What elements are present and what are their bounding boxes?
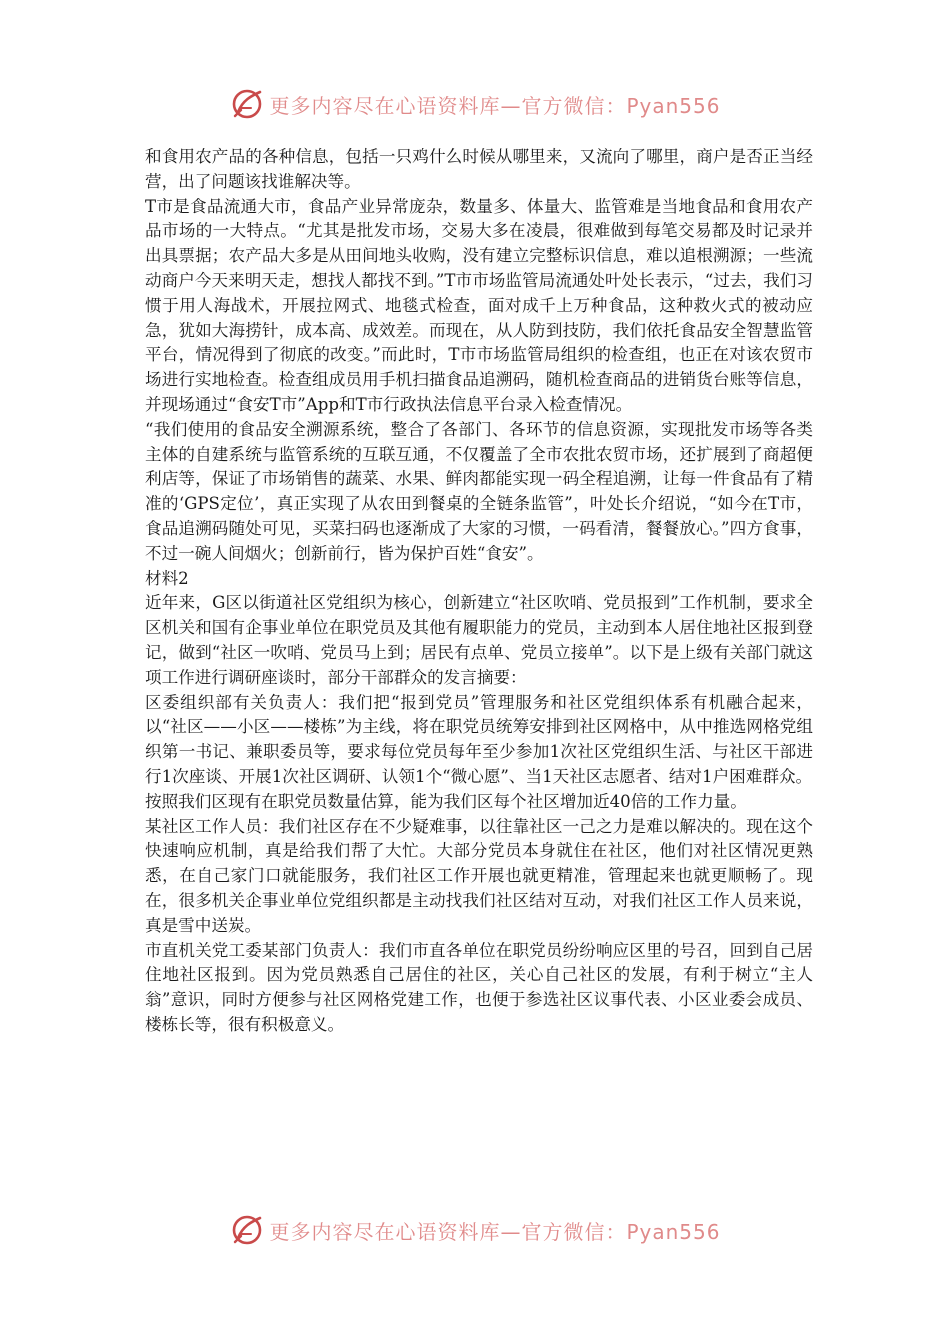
paragraph-3: “我们使用的食品安全溯源系统，整合了各部门、各环节的信息资源，实现批发市场等各类主体的自建系统与监管系统的互联互通，不仅覆盖了全市农批农贸市场，还扩展到了商超便利店等，保证了市场销售的蔬菜、水果、鲜肉都能实现一码全程追溯，让每一件食品有了精准的‘GPS定位’，真正实现了从农田到餐桌的全链条监管”，叶处长介绍说，“如今在T市，食品追溯码随处可见，买菜扫码也逐渐成了大家的习惯，一码看清，餐餐放心。”四方食事，不过一碗人间烟火；创新前行，皆为保护百姓“食安”。: [145, 419, 813, 563]
header-banner: [0, 84, 950, 124]
paragraph-4: 近年来，G区以街道社区党组织为核心，创新建立“社区吹哨、党员报到”工作机制，要求全区机关和国有企事业单位在职党员及其他有履职能力的党员，主动到本人居住地社区报到登记，做到“社区一吹哨、党员马上到；居民有点单、党员立接单”。以下是上级有关部门就这项工作进行调研座谈时，部分干部群众的发言摘要：: [145, 593, 813, 687]
brand-logo-icon: [229, 1212, 265, 1248]
footer-banner: [0, 1210, 950, 1250]
section-heading-material-2: 材料2: [145, 568, 189, 588]
footer-banner-text: 更多内容尽在心语资料库—官方微信：Pyan556: [269, 1219, 721, 1244]
paragraph-5: 区委组织部有关负责人：我们把“报到党员”管理服务和社区党组织体系有机融合起来，以“社区——小区——楼栋”为主线，将在职党员统筹安排到社区网格中，从中推选网格党组织第一书记、兼职委员等，要求每位党员每年至少参加1次社区党组织生活、与社区干部进行1次座谈、开展1次社区调研、认领1个“微心愿”、当1天社区志愿者、结对1户困难群众。: [145, 692, 813, 786]
paragraph-1: 和食用农产品的各种信息，包括一只鸡什么时候从哪里来，又流向了哪里，商户是否正当经营，出了问题该找谁解决等。: [145, 147, 813, 191]
paragraph-2: T市是食品流通大市，食品产业异常庞杂，数量多、体量大、监管难是当地食品和食用农产品市场的一大特点。“尤其是批发市场，交易大多在凌晨，很难做到每笔交易都及时记录并出具票据；农产品大多是从田间地头收购，没有建立完整标识信息，难以追根溯源；一些流动商户今天来明天走，想找人都找不到。”T市市场监管局流通处叶处长表示，“过去，我们习惯于用人海战术，开展拉网式、地毯式检查，面对成千上万种食品，这种救火式的被动应急，犹如大海捞针，成本高、成效差。而现在，从人防到技防，我们依托食品安全智慧监管平台，情况得到了彻底的改变。”而此时，T市市场监管局组织的检查组，也正在对该农贸市场进行实地检查。检查组成员用手机扫描食品追溯码，随机检查商品的进销货台账等信息，并现场通过“食安T市”App和T市行政执法信息平台录入检查情况。: [145, 196, 813, 414]
header-banner-text: 更多内容尽在心语资料库—官方微信：Pyan556: [269, 93, 721, 118]
paragraph-6: 按照我们区现有在职党员数量估算，能为我们区每个社区增加近40倍的工作力量。: [145, 791, 747, 811]
paragraph-7: 某社区工作人员：我们社区存在不少疑难事，以往靠社区一己之力是难以解决的。现在这个快速响应机制，真是给我们帮了大忙。大部分党员本身就住在社区，他们对社区情况更熟悉，在自己家门口就能服务，我们社区工作开展也就更精准，管理起来也就更顺畅了。现在，很多机关企事业单位党组织都是主动找我们社区结对互动，对我们社区工作人员来说，真是雪中送炭。: [145, 816, 813, 935]
brand-logo-icon: [229, 86, 265, 122]
paragraph-8: 市直机关党工委某部门负责人：我们市直各单位在职党员纷纷响应区里的号召，回到自己居住地社区报到。因为党员熟悉自己居住的社区，关心自己社区的发展，有利于树立“主人翁”意识，同时方便参与社区网格党建工作，也便于参选社区议事代表、小区业委会成员、楼栋长等，很有积极意义。: [145, 940, 813, 1034]
document-body: [145, 145, 813, 1038]
